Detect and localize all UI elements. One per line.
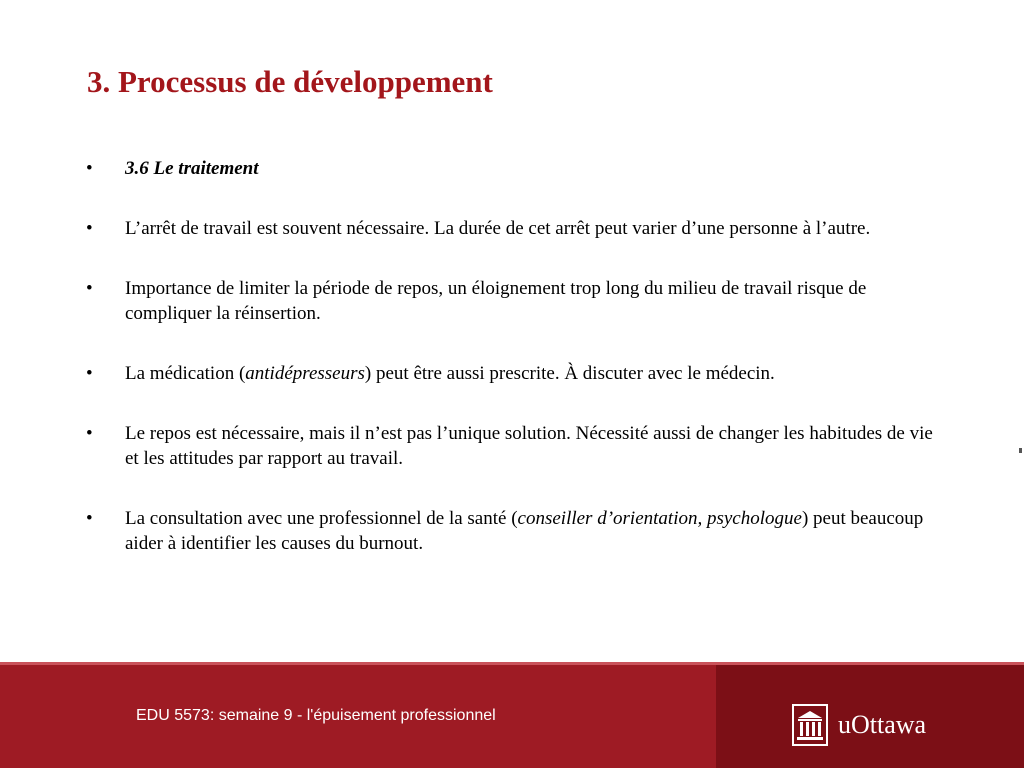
bullet-item — [86, 216, 946, 241]
section-heading: 3.6 Le traitement — [125, 158, 259, 179]
bullet-text: L’arrêt de travail est souvent nécessaire. La durée de cet arrêt peut varier d’une personne à l’autre. — [125, 218, 871, 239]
bullet-text: Importance de limiter la période de repos, un éloignement trop long du milieu de travail risque de compliquer la réinsertion. — [125, 278, 867, 324]
bullet-emphasis: conseiller d’orientation, psychologue — [517, 508, 802, 529]
bullet-emphasis: antidépresseurs — [245, 363, 365, 384]
bullet-text: ) peut beaucoup aider à identifier les causes du burnout. — [125, 508, 924, 554]
footer-course-text: EDU 5573: semaine 9 - l'épuisement professionnel — [136, 707, 496, 724]
bullet-heading — [86, 156, 946, 181]
bullet-list — [86, 156, 946, 591]
slide-title: 3. Processus de développement — [87, 64, 493, 99]
bullet-text: La médication ( — [125, 363, 246, 384]
bullet-text: La consultation avec une professionnel de la santé ( — [125, 508, 518, 529]
edge-mark — [1019, 448, 1022, 453]
bullet-item — [86, 506, 946, 556]
logo-text: uOttawa — [838, 710, 927, 739]
bullet-item — [86, 361, 946, 386]
bullet-text: ) peut être aussi prescrite. À discuter avec le médecin. — [364, 363, 775, 384]
bullet-item — [86, 276, 946, 326]
bullet-item — [86, 421, 946, 471]
uottawa-logo — [792, 703, 926, 747]
university-building-icon — [792, 704, 828, 746]
bullet-text: Le repos est nécessaire, mais il n’est pas l’unique solution. Nécessité aussi de changer les habitudes de vie et les attitudes par rapport au travail. — [125, 423, 933, 469]
